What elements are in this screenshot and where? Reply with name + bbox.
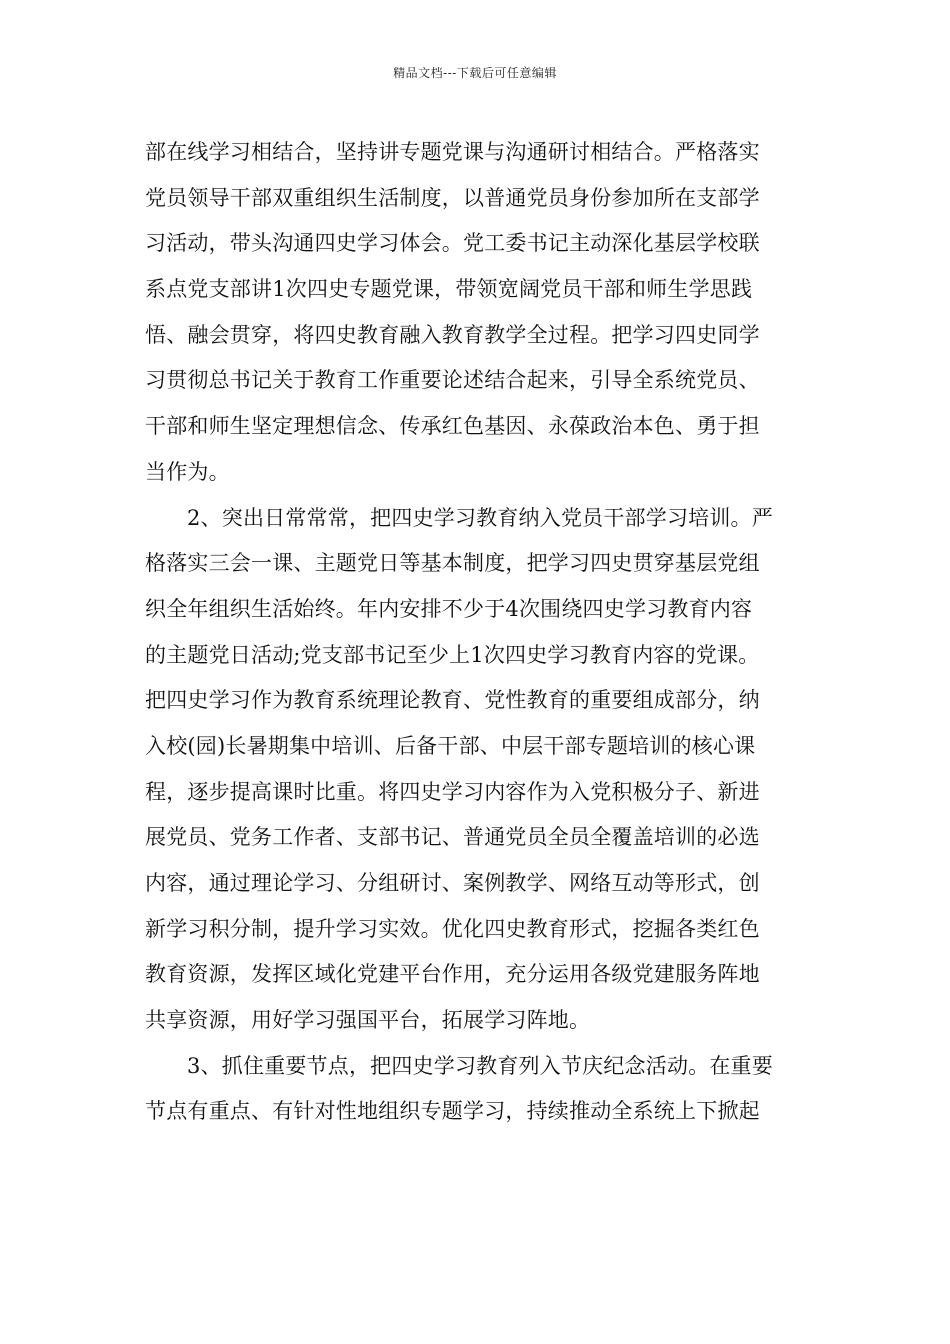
text-line: 的主题党日活动;党支部书记至少上1次四史学习教育内容的党课。 [145, 642, 760, 667]
document-body [145, 130, 807, 1135]
text-line: 习贯彻总书记关于教育工作重要论述结合起来，引导全系统党员、 [145, 368, 760, 393]
text-line: 悟、融会贯穿，将四史教育融入教育教学全过程。把学习四史同学 [145, 322, 760, 347]
text-line: 2、突出日常常常，把四史学习教育纳入党员干部学习培训。严 [187, 505, 773, 530]
text-line: 习活动，带头沟通四史学习体会。党工委书记主动深化基层学校联 [145, 231, 760, 256]
text-line: 织全年组织生活始终。年内安排不少于4次围绕四史学习教育内容 [145, 596, 753, 621]
text-line: 内容，通过理论学习、分组研讨、案例教学、网络互动等形式，创 [145, 871, 760, 895]
text-line: 干部和师生坚定理想信念、传承红色基因、永葆政治本色、勇于担 [145, 414, 760, 439]
text-line: 系点党支部讲1次四史专题党课，带领宽阔党员干部和师生学思践 [145, 277, 753, 302]
text-line: 党员领导干部双重组织生活制度，以普通党员身份参加所在支部学 [145, 185, 760, 210]
text-line: 节点有重点、有针对性地组织专题学习，持续推动全系统上下掀起 [145, 1099, 760, 1124]
text-line: 部在线学习相结合，坚持讲专题党课与沟通研讨相结合。严格落实 [145, 140, 760, 164]
text-line: 教育资源，发挥区域化党建平台作用，充分运用各级党建服务阵地 [145, 962, 760, 987]
text-line: 展党员、党务工作者、支部书记、普通党员全员全覆盖培训的必选 [145, 825, 760, 850]
text-line: 入校(园)长暑期集中培训、后备干部、中层干部专题培训的核心课 [145, 733, 756, 758]
text-line: 格落实三会一课、主题党日等基本制度，把学习四史贯穿基层党组 [145, 551, 760, 576]
page-header: 精品文档---下载后可任意编辑 [393, 66, 557, 80]
text-line: 程，逐步提高课时比重。将四史学习内容作为入党积极分子、新进 [145, 779, 760, 804]
text-line: 共享资源，用好学习强国平台，拓展学习阵地。 [145, 1008, 591, 1033]
text-line: 3、抓住重要节点，把四史学习教育列入节庆纪念活动。在重要 [187, 1053, 773, 1078]
text-line: 当作为。 [145, 459, 230, 484]
text-line: 新学习积分制，提升学习实效。优化四史教育形式，挖掘各类红色 [145, 916, 760, 941]
text-line: 把四史学习作为教育系统理论教育、党性教育的重要组成部分，纳 [145, 688, 760, 713]
